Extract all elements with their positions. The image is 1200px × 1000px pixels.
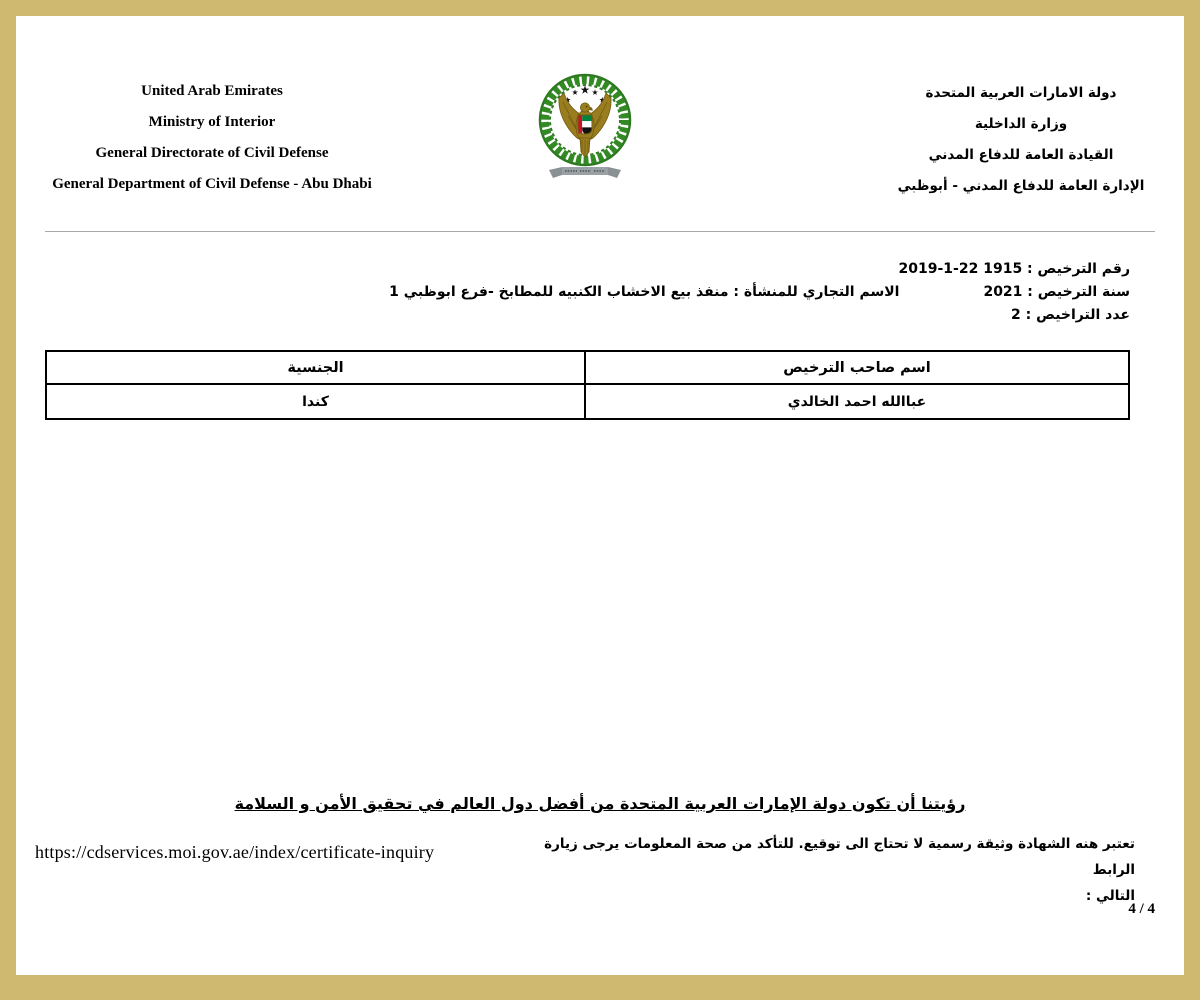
license-year-and-trade-name-line — [70, 281, 1130, 304]
banner-ribbon — [549, 167, 621, 178]
header-ar-department: الإدارة العامة للدفاع المدني - أبوظبي — [897, 178, 1145, 194]
trade-name: الاسم التجاري للمنشأة : منفذ بيع الاخشاب الكنبيه للمطابخ -فرع ابوظبي 1 — [389, 284, 900, 300]
nationality-cell: كندا — [46, 384, 585, 419]
official-note — [523, 831, 1135, 909]
table-row — [46, 384, 1129, 419]
header-en-department: General Department of Civil Defense - Abu Dhabi — [52, 176, 372, 192]
moi-emblem — [534, 64, 636, 196]
header-en-directorate: General Directorate of Civil Defense — [95, 145, 329, 161]
official-note-line1: تعتبر هنه الشهادة وثيقة رسمية لا تحتاج الى توقيع. للتأكد من صحة المعلومات يرجى زيارة الرابط — [544, 836, 1135, 878]
col-header-owner-name: اسم صاحب الترخيص — [585, 351, 1129, 384]
header-ar-directorate: القيادة العامة للدفاع المدني — [928, 147, 1114, 163]
header-ar-ministry: وزارة الداخلية — [974, 116, 1068, 132]
official-note-line2: التالي : — [1085, 888, 1135, 904]
col-header-nationality: الجنسية — [46, 351, 585, 384]
header-ar-country: دولة الامارات العربية المتحدة — [925, 85, 1117, 101]
header-divider — [45, 231, 1155, 232]
license-number-line: رقم الترخيص : 1915 22-1-2019 — [898, 261, 1130, 277]
header-en-country: United Arab Emirates — [141, 83, 283, 99]
header-en-ministry: Ministry of Interior — [148, 114, 276, 130]
owner-name-cell: عباالله احمد الخالدي — [585, 384, 1129, 419]
uae-moi-emblem-icon — [534, 64, 636, 196]
table-header-row — [46, 351, 1129, 384]
header-arabic-block — [874, 78, 1168, 202]
license-owners-table — [45, 350, 1130, 420]
vision-statement: رؤيتنا أن تكون دولة الإمارات العربية المتحدة من أفضل دول العالم في تحقيق الأمن و السلامة — [234, 794, 966, 813]
certificate-page — [16, 16, 1184, 975]
license-year: سنة الترخيص : 2021 — [983, 284, 1130, 300]
page-number: 4 / 4 — [1128, 901, 1155, 917]
verification-url-link[interactable]: https://cdservices.moi.gov.ae/index/certificate-inquiry — [35, 842, 435, 862]
license-count-line: عدد التراخيص : 2 — [1011, 307, 1130, 323]
uae-flag-shield — [578, 115, 592, 134]
header-english-block — [42, 76, 382, 200]
license-info-block — [70, 258, 1130, 327]
